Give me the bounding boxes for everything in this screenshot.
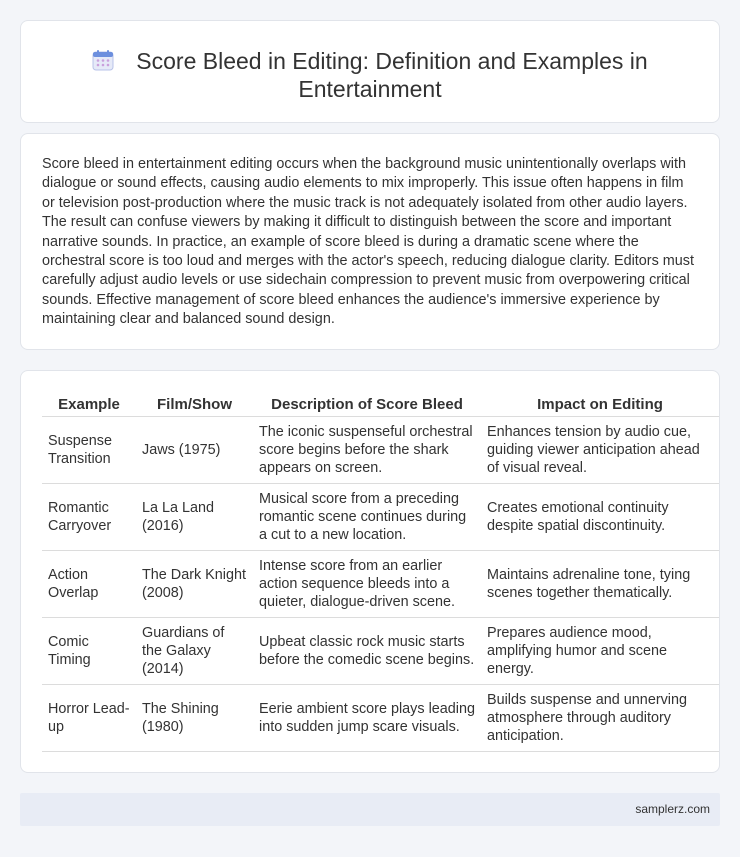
header-impact: Impact on Editing: [481, 394, 719, 417]
cell-example: Horror Lead-up: [42, 685, 136, 752]
intro-paragraph: Score bleed in entertainment editing occurs when the background music unintentionally overlaps with dialogue or sound effects, causing audio elements to mix improperly. This issue often happens in film or television post-production where the music track is not adequately isolated from other audio layers. The result can confuse viewers by making it difficult to distinguish between the score and important narrative sounds. In practice, an example of score bleed is during a dramatic scene where the orchestral score is too loud and merges with the actor's speech, reducing dialogue clarity. Editors must carefully adjust audio levels or use sidechain compression to prevent music from overpowering critical sounds. Effective management of score bleed enhances the audience's immersive experience by maintaining clear and balanced sound design.: [42, 156, 694, 328]
intro-card: [20, 133, 720, 350]
header-example: Example: [42, 394, 136, 417]
table-row: [42, 417, 719, 484]
cell-description: Intense score from an earlier action sequence bleeds into a quieter, dialogue-driven scene.: [253, 551, 481, 618]
cell-example: Comic Timing: [42, 618, 136, 685]
footer-bar: [20, 793, 720, 826]
title-card: [20, 20, 720, 123]
cell-impact: Prepares audience mood, amplifying humor and scene energy.: [481, 618, 719, 685]
table-card: [20, 370, 720, 773]
title-line-1: Score Bleed in Editing: Definition and Examples in: [136, 48, 648, 74]
calendar-icon: [92, 49, 114, 71]
cell-example: Suspense Transition: [42, 417, 136, 484]
cell-film: La La Land (2016): [136, 484, 253, 551]
cell-description: Musical score from a preceding romantic scene continues during a cut to a new location.: [253, 484, 481, 551]
cell-film: Guardians of the Galaxy (2014): [136, 618, 253, 685]
table-row: [42, 618, 719, 685]
table-header-row: [42, 394, 719, 417]
table-row: [42, 484, 719, 551]
page-title: [21, 47, 719, 103]
title-line-2: Entertainment: [298, 76, 442, 102]
cell-film: The Dark Knight (2008): [136, 551, 253, 618]
cell-impact: Creates emotional continuity despite spatial discontinuity.: [481, 484, 719, 551]
footer-link[interactable]: samplerz.com: [635, 802, 710, 816]
examples-table: [42, 394, 719, 752]
cell-impact: Maintains adrenaline tone, tying scenes together thematically.: [481, 551, 719, 618]
cell-impact: Builds suspense and unnerving atmosphere through auditory anticipation.: [481, 685, 719, 752]
cell-description: The iconic suspenseful orchestral score begins before the shark appears on screen.: [253, 417, 481, 484]
cell-example: Romantic Carryover: [42, 484, 136, 551]
table-row: [42, 551, 719, 618]
cell-example: Action Overlap: [42, 551, 136, 618]
cell-impact: Enhances tension by audio cue, guiding viewer anticipation ahead of visual reveal.: [481, 417, 719, 484]
cell-description: Upbeat classic rock music starts before the comedic scene begins.: [253, 618, 481, 685]
header-description: Description of Score Bleed: [253, 394, 481, 417]
table-row: [42, 685, 719, 752]
cell-film: The Shining (1980): [136, 685, 253, 752]
cell-film: Jaws (1975): [136, 417, 253, 484]
cell-description: Eerie ambient score plays leading into sudden jump scare visuals.: [253, 685, 481, 752]
header-film-show: Film/Show: [136, 394, 253, 417]
